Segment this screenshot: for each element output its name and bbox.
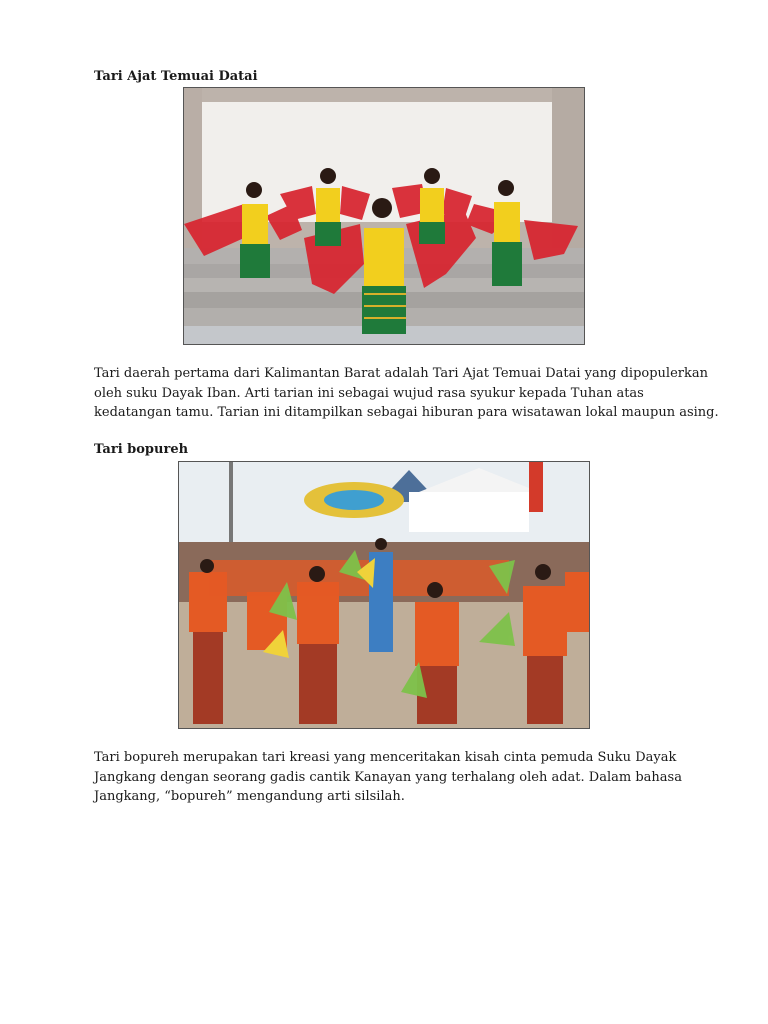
paragraph-line: kedatangan tamu. Tarian ini ditampilkan sebagai hiburan para wisatawan lokal maupun asing.: [94, 405, 719, 420]
ajat-temuai-datai-paragraph: [94, 364, 719, 423]
paragraph-line: oleh suku Dayak Iban. Arti tarian ini sebagai wujud rasa syukur kepada Tuhan atas: [94, 385, 644, 401]
paragraph-line: Tari bopureh merupakan tari kreasi yang menceritakan kisah cinta pemuda Suku Dayak: [94, 750, 677, 765]
bopureh-paragraph: [94, 748, 684, 807]
section-heading-bopureh: Tari bopureh: [94, 442, 189, 457]
ajat-temuai-datai-photo: [183, 87, 585, 345]
bopureh-illustration: [179, 462, 589, 728]
paragraph-line: Jangkang, “bopureh” mengandung arti silsilah.: [94, 789, 405, 804]
dancers-illustration: [184, 88, 584, 344]
paragraph-line: Jangkang dengan seorang gadis cantik Kanayan yang terhalang oleh adat. Dalam bahasa: [94, 769, 682, 785]
bopureh-photo: [178, 461, 590, 729]
paragraph-line: Tari daerah pertama dari Kalimantan Barat adalah Tari Ajat Temuai Datai yang dipopulerkan: [94, 366, 708, 381]
section-heading-ajat-temuai-datai: Tari Ajat Temuai Datai: [94, 69, 258, 84]
